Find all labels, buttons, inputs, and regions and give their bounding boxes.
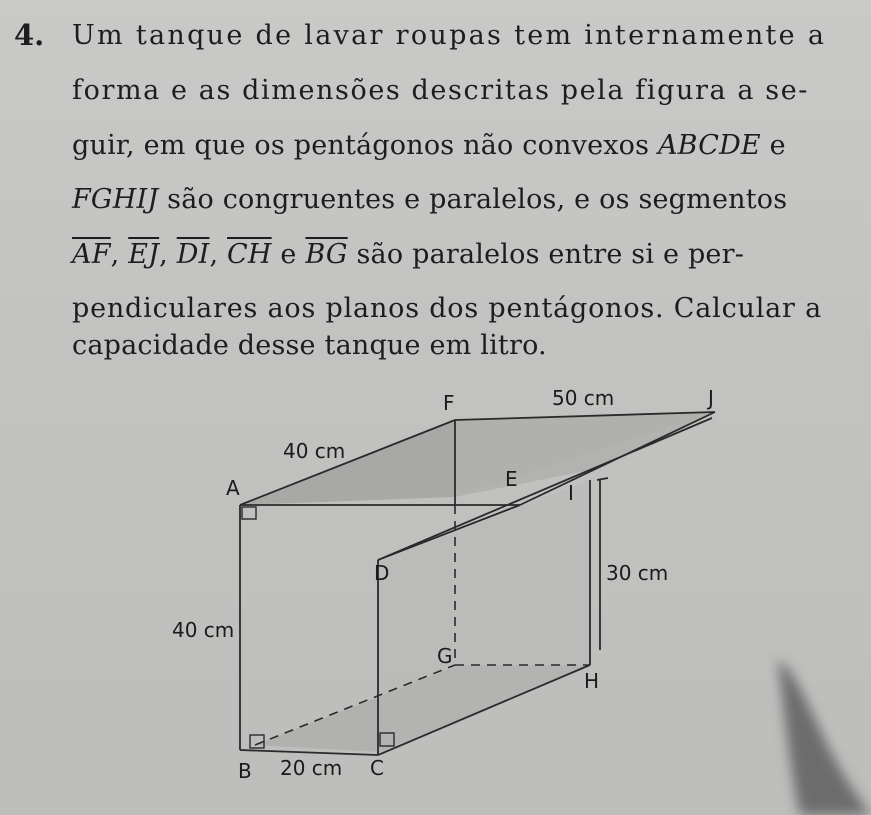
label-c: C bbox=[370, 756, 384, 780]
label-a: A bbox=[226, 476, 240, 500]
dim-right-height: 30 cm bbox=[606, 561, 669, 585]
dim-top-width: 50 cm bbox=[552, 386, 615, 410]
edge-b-c bbox=[240, 750, 378, 755]
problem-line-6: pendiculares aos planos dos pentágonos. Calcular a bbox=[72, 293, 823, 324]
seg-sep-2: , bbox=[159, 239, 177, 270]
problem-line-5-text: são paralelos entre si e per- bbox=[356, 239, 745, 270]
label-i: I bbox=[568, 481, 574, 505]
label-j: J bbox=[708, 386, 714, 410]
seg-conj: e bbox=[271, 239, 306, 270]
right-angle-a bbox=[242, 507, 256, 519]
label-g: G bbox=[437, 644, 453, 668]
problem-line-3-text: guir, em que os pentágonos não convexos bbox=[72, 130, 650, 161]
segment-ch: $\overline{CH}$ bbox=[227, 239, 272, 270]
label-b: B bbox=[238, 759, 252, 783]
segment-af: $\overline{AF}$ bbox=[72, 239, 111, 270]
label-h: H bbox=[584, 669, 600, 693]
segment-ej: $\overline{EJ}$ bbox=[128, 239, 160, 270]
dim-30-tick-top bbox=[597, 478, 608, 480]
label-d: D bbox=[374, 561, 390, 585]
segment-di: $\overline{DI}$ bbox=[176, 239, 210, 270]
label-e: E bbox=[505, 467, 518, 491]
seg-sep-1: , bbox=[110, 239, 129, 270]
pentagon-fghij: FGHIJ bbox=[72, 184, 159, 215]
problem-line-2: forma e as dimensões descritas pela figura a se- bbox=[72, 75, 810, 106]
seg-sep-3: , bbox=[209, 239, 228, 270]
dim-bottom-width: 20 cm bbox=[280, 756, 343, 780]
problem-line-4-text: são congruentes e paralelos, e os segmentos bbox=[167, 184, 788, 215]
dim-left-height: 40 cm bbox=[172, 618, 235, 642]
problem-line-7: capacidade desse tanque em litro. bbox=[72, 330, 547, 361]
pentagon-abcde: ABCDE bbox=[657, 130, 761, 161]
dim-top-depth: 40 cm bbox=[283, 439, 346, 463]
pen-tip-blur bbox=[740, 640, 871, 815]
conjunction-e: e bbox=[769, 130, 786, 161]
segment-bg: $\overline{BG}$ bbox=[305, 239, 348, 270]
label-f: F bbox=[443, 391, 455, 415]
problem-number: 4. bbox=[14, 18, 45, 52]
problem-line-1: Um tanque de lavar roupas tem internamente a bbox=[72, 20, 827, 51]
